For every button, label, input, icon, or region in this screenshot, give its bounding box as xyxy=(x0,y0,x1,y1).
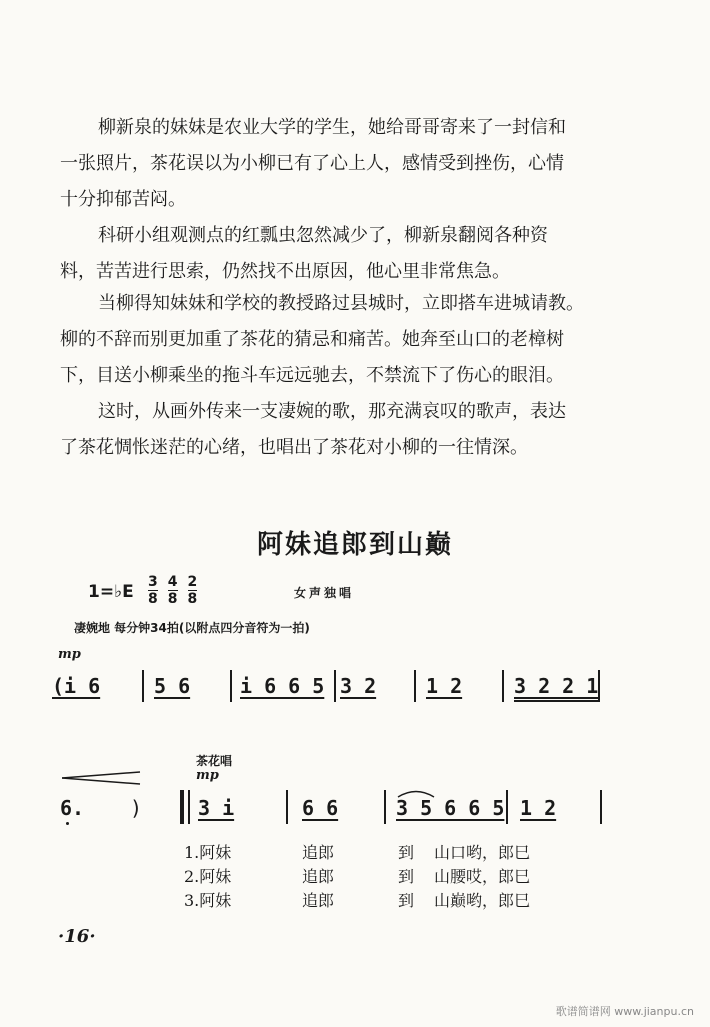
lyric: 1.阿妹 xyxy=(184,843,232,862)
barline xyxy=(506,790,508,824)
song-title: 阿妹追郎到山巅 xyxy=(256,530,453,560)
note-group: ) xyxy=(130,796,143,820)
time-sig-3: 2 8 xyxy=(187,574,198,607)
text-line: 科研小组观测点的红瓢虫忽然减少了，柳新泉翻阅各种资 xyxy=(98,225,548,246)
lyric: 到 xyxy=(398,867,415,886)
barline xyxy=(334,670,336,702)
note-group: 3 2 xyxy=(340,674,377,698)
note-group: 3 2 2 1 xyxy=(514,674,599,698)
paragraph-1 xyxy=(60,110,620,218)
page-number: ·16· xyxy=(58,926,96,947)
lyric: 山腰哎，郎巳 xyxy=(434,867,531,886)
text-line: 一张照片，茶花误以为小柳已有了心上人，感情受到挫伤，心情 xyxy=(60,153,564,174)
text-line: 了茶花惆怅迷茫的心绪，也唱出了茶花对小柳的一往情深。 xyxy=(60,437,528,458)
note-group: 3 5 6 6 5 xyxy=(396,796,505,820)
note-group: 1 2 xyxy=(520,796,557,820)
text-line: 柳的不辞而别更加重了茶花的猜忌和痛苦。她奔至山口的老樟树 xyxy=(60,329,564,350)
tempo-marking: 凄婉地 每分钟34拍(以附点四分音符为一拍) xyxy=(74,621,310,635)
lyric: 到 xyxy=(398,843,415,862)
lyric: 2.阿妹 xyxy=(184,867,232,886)
note-group: 6 6 xyxy=(302,796,339,820)
repeat-start-thin xyxy=(188,790,190,824)
text-line: 当柳得知妹妹和学校的教授路过县城时，立即搭车进城请教。 xyxy=(98,293,584,314)
time-sig-1: 3 8 xyxy=(148,574,158,607)
paragraph-4 xyxy=(60,394,620,466)
watermark: 歌谱简谱网 www.jianpu.cn xyxy=(555,1005,694,1018)
text-line: 料，苦苦进行思索，仍然找不出原因，他心里非常焦急。 xyxy=(60,261,510,282)
time-sig-2: 4 8 xyxy=(167,574,178,607)
singer-label: 茶花唱 xyxy=(196,754,233,768)
lyric: 追郎 xyxy=(302,891,335,910)
barline xyxy=(502,670,504,702)
note-group: 5 6 xyxy=(154,674,191,698)
barline xyxy=(598,670,600,702)
lyric: 到 xyxy=(398,891,415,910)
barline xyxy=(286,790,288,824)
barline xyxy=(142,670,144,702)
key-signature: 1=♭E xyxy=(88,582,134,602)
paragraph-3 xyxy=(60,286,620,394)
lyric: 山口哟，郎巳 xyxy=(434,843,531,862)
performer: 女声独唱 xyxy=(294,586,355,600)
lyric: 3.阿妹 xyxy=(184,891,232,910)
lyric: 山巅哟，郎巳 xyxy=(434,891,531,910)
dynamic-mp: mp xyxy=(58,647,81,662)
low-octave-dot xyxy=(66,822,69,825)
barline xyxy=(414,670,416,702)
dynamic-mp: mp xyxy=(196,768,219,783)
text-line: 柳新泉的妹妹是农业大学的学生，她给哥哥寄来了一封信和 xyxy=(98,117,566,138)
barline xyxy=(600,790,602,824)
paragraph-2 xyxy=(60,218,620,290)
note-group: 3 i xyxy=(198,796,235,820)
note-group: 1 2 xyxy=(426,674,463,698)
text-line: 十分抑郁苦闷。 xyxy=(60,189,186,210)
note-group: 6. xyxy=(60,796,85,820)
note-group: i 6 6 5 xyxy=(240,674,325,698)
lyric: 追郎 xyxy=(302,843,335,862)
time-signatures xyxy=(148,574,197,607)
note-group: (i 6 xyxy=(52,674,101,698)
text-line: 下，目送小柳乘坐的拖斗车远远驰去，不禁流下了伤心的眼泪。 xyxy=(60,365,564,386)
decrescendo-mark xyxy=(62,770,142,786)
lyric: 追郎 xyxy=(302,867,335,886)
text-line: 这时，从画外传来一支凄婉的歌，那充满哀叹的歌声，表达 xyxy=(98,401,566,422)
barline xyxy=(384,790,386,824)
repeat-start-barline xyxy=(180,790,184,824)
barline xyxy=(230,670,232,702)
